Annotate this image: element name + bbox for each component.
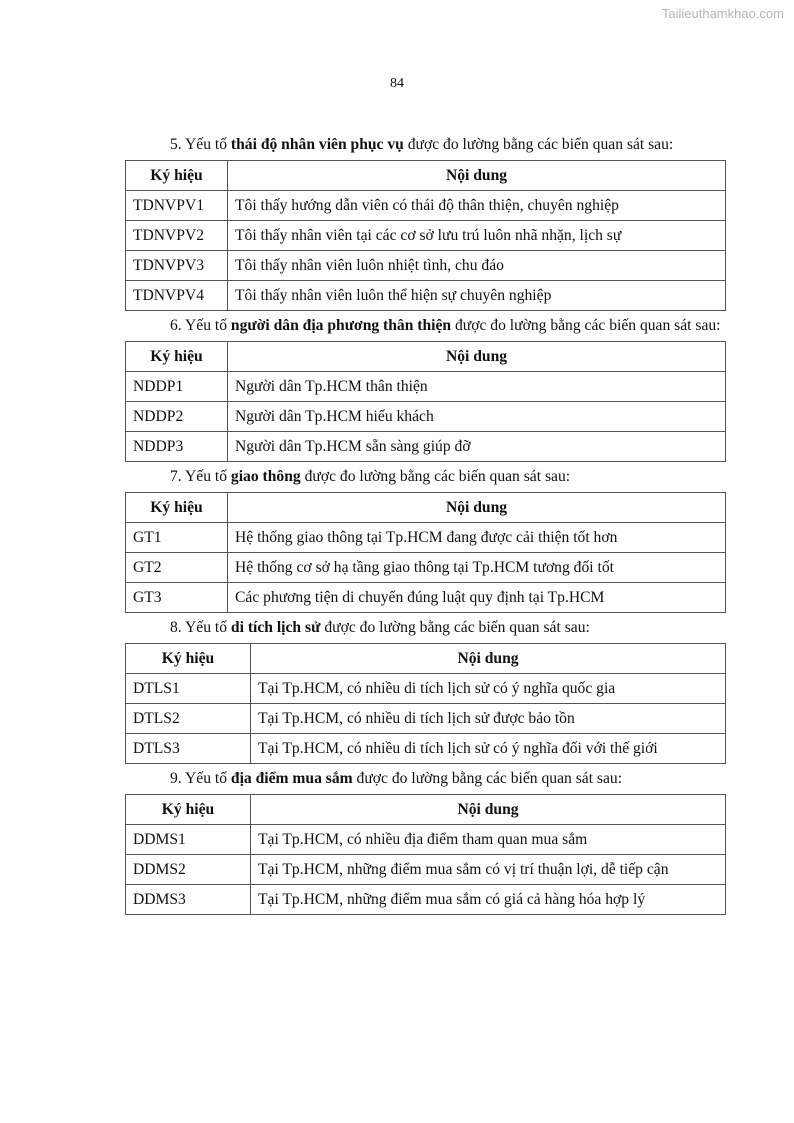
- cell-content: Tại Tp.HCM, những điểm mua sắm có giá cả hàng hóa hợp lý: [251, 885, 726, 915]
- cell-code: NDDP1: [126, 372, 228, 402]
- cell-content: Tại Tp.HCM, có nhiều di tích lịch sử có ý nghĩa đối với thế giới: [251, 734, 726, 764]
- section-friendly-locals: [125, 311, 725, 462]
- table-row: [126, 704, 726, 734]
- intro-suffix: được đo lường bằng các biến quan sát sau:: [403, 136, 674, 153]
- variables-table: [125, 492, 726, 613]
- cell-code: DDMS2: [126, 855, 251, 885]
- section-historical-sites: [125, 613, 725, 764]
- cell-code: TDNVPV4: [126, 281, 228, 311]
- cell-code: DTLS2: [126, 704, 251, 734]
- cell-content: Người dân Tp.HCM sẵn sàng giúp đỡ: [228, 432, 726, 462]
- cell-content: Hệ thống giao thông tại Tp.HCM đang được cải thiện tốt hơn: [228, 523, 726, 553]
- cell-content: Tôi thấy nhân viên luôn thể hiện sự chuyên nghiệp: [228, 281, 726, 311]
- header-code: Ký hiệu: [126, 795, 251, 825]
- cell-code: DDMS1: [126, 825, 251, 855]
- section-intro: [125, 130, 725, 160]
- table-row: [126, 553, 726, 583]
- cell-code: DTLS3: [126, 734, 251, 764]
- cell-code: GT2: [126, 553, 228, 583]
- intro-factor: người dân địa phương thân thiện: [230, 317, 452, 334]
- cell-content: Các phương tiện di chuyển đúng luật quy định tại Tp.HCM: [228, 583, 726, 613]
- cell-code: DTLS1: [126, 674, 251, 704]
- table-row: [126, 432, 726, 462]
- table-header-row: [126, 342, 726, 372]
- header-code: Ký hiệu: [126, 161, 228, 191]
- table-header-row: [126, 644, 726, 674]
- section-staff-attitude: [125, 130, 725, 311]
- cell-content: Tôi thấy hướng dẫn viên có thái độ thân thiện, chuyên nghiệp: [228, 191, 726, 221]
- intro-prefix: 8. Yếu tố: [170, 619, 231, 636]
- table-header-row: [126, 161, 726, 191]
- cell-content: Người dân Tp.HCM hiếu khách: [228, 402, 726, 432]
- intro-suffix: được đo lường bằng các biến quan sát sau:: [451, 317, 721, 334]
- section-traffic: [125, 462, 725, 613]
- cell-code: TDNVPV2: [126, 221, 228, 251]
- header-content: Nội dung: [251, 795, 726, 825]
- intro-prefix: 9. Yếu tố: [170, 770, 231, 787]
- table-row: [126, 885, 726, 915]
- table-row: [126, 191, 726, 221]
- cell-code: NDDP2: [126, 402, 228, 432]
- table-row: [126, 583, 726, 613]
- cell-content: Tôi thấy nhân viên luôn nhiệt tình, chu đáo: [228, 251, 726, 281]
- cell-code: DDMS3: [126, 885, 251, 915]
- intro-factor: thái độ nhân viên phục vụ: [230, 136, 404, 153]
- cell-content: Tại Tp.HCM, có nhiều địa điểm tham quan mua sắm: [251, 825, 726, 855]
- intro-prefix: 5. Yếu tố: [170, 136, 231, 153]
- variables-table: [125, 794, 726, 915]
- intro-factor: giao thông: [230, 468, 301, 485]
- variables-table: [125, 643, 726, 764]
- intro-factor: di tích lịch sử: [230, 619, 321, 636]
- header-content: Nội dung: [228, 493, 726, 523]
- intro-suffix: được đo lường bằng các biến quan sát sau:: [352, 770, 623, 787]
- intro-suffix: được đo lường bằng các biến quan sát sau:: [320, 619, 590, 636]
- section-intro: [125, 613, 725, 643]
- cell-content: Hệ thống cơ sở hạ tầng giao thông tại Tp.HCM tương đối tốt: [228, 553, 726, 583]
- page-number: 84: [390, 76, 404, 91]
- cell-code: TDNVPV3: [126, 251, 228, 281]
- header-content: Nội dung: [228, 161, 726, 191]
- header-content: Nội dung: [251, 644, 726, 674]
- section-intro: [125, 462, 725, 492]
- table-row: [126, 281, 726, 311]
- intro-prefix: 7. Yếu tố: [170, 468, 231, 485]
- header-code: Ký hiệu: [126, 342, 228, 372]
- table-row: [126, 251, 726, 281]
- intro-factor: địa điểm mua sắm: [230, 770, 353, 787]
- table-row: [126, 523, 726, 553]
- table-row: [126, 825, 726, 855]
- table-row: [126, 734, 726, 764]
- intro-suffix: được đo lường bằng các biến quan sát sau:: [300, 468, 571, 485]
- table-row: [126, 221, 726, 251]
- section-intro: [125, 311, 725, 341]
- cell-content: Tại Tp.HCM, có nhiều di tích lịch sử được bảo tồn: [251, 704, 726, 734]
- table-row: [126, 674, 726, 704]
- cell-content: Tại Tp.HCM, có nhiều di tích lịch sử có ý nghĩa quốc gia: [251, 674, 726, 704]
- variables-table: [125, 160, 726, 311]
- cell-code: TDNVPV1: [126, 191, 228, 221]
- page-content: [125, 130, 725, 915]
- watermark: Tailieuthamkhao.com: [661, 6, 784, 21]
- cell-code: NDDP3: [126, 432, 228, 462]
- table-header-row: [126, 795, 726, 825]
- table-row: [126, 855, 726, 885]
- cell-code: GT3: [126, 583, 228, 613]
- cell-code: GT1: [126, 523, 228, 553]
- cell-content: Tôi thấy nhân viên tại các cơ sở lưu trú luôn nhã nhặn, lịch sự: [228, 221, 726, 251]
- table-row: [126, 372, 726, 402]
- header-content: Nội dung: [228, 342, 726, 372]
- table-row: [126, 402, 726, 432]
- cell-content: Người dân Tp.HCM thân thiện: [228, 372, 726, 402]
- table-header-row: [126, 493, 726, 523]
- section-intro: [125, 764, 725, 794]
- section-shopping-places: [125, 764, 725, 915]
- header-code: Ký hiệu: [126, 493, 228, 523]
- variables-table: [125, 341, 726, 462]
- cell-content: Tại Tp.HCM, những điểm mua sắm có vị trí thuận lợi, dễ tiếp cận: [251, 855, 726, 885]
- intro-prefix: 6. Yếu tố: [170, 317, 231, 334]
- header-code: Ký hiệu: [126, 644, 251, 674]
